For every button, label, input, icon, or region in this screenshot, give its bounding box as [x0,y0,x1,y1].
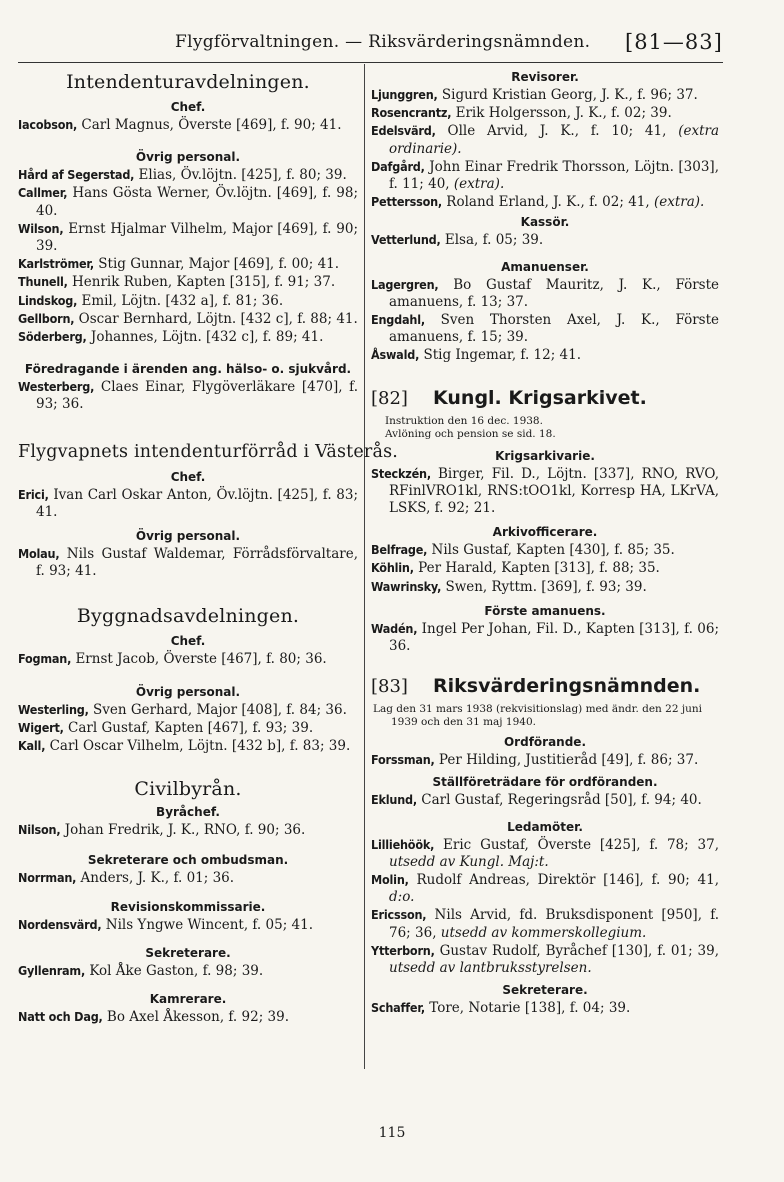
person-details: Oscar Bernhard, Löjtn. [432 c], f. 88; 41. [74,310,358,327]
page-number: 115 [378,1125,406,1141]
person-entry [371,751,719,769]
person-details: Ingel Per Johan, Fil. D., Kapten [313], f. 06; 36. [389,620,719,655]
person-name: Thunell, [18,274,68,290]
person-entry [18,650,358,668]
person-entry [18,166,358,184]
subhead-revisionskommissarie: Revisionskommissarie. [110,899,266,914]
person-name: Hård af Segerstad, [18,167,135,183]
subhead-stallforetradare: Ställföreträdare för ordföranden. [432,775,658,790]
person-entry [18,116,358,134]
person-details: Sigurd Kristian Georg, J. K., f. 96; 37. [437,87,698,103]
person-name: Kall, [18,738,46,754]
person-entry [18,310,358,328]
person-name: Molau, [18,546,60,562]
person-name: Schaffer, [371,1000,425,1016]
list-chef [18,650,358,668]
subhead-byrachef: Byråchef. [156,805,220,820]
person-note: utsedd av lantbruksstyrelsen. [389,960,592,977]
list-forste-amanuens [371,620,719,655]
person-details: Olle Arvid, J. K., f. 10; 41, [435,123,679,140]
person-note: (extra ordinarie). [389,123,719,157]
person-entry [18,292,358,310]
subhead-kamrerare: Kamrerare. [149,992,227,1007]
law-note: Lag den 31 mars 1938 (rekvisitionslag) med ändr. den 22 juni 1939 och den 31 maj 1940. [373,703,702,729]
subhead-ovrig: Övrig personal. [135,150,241,165]
person-details: Nils Arvid, fd. Bruksdisponent [950], f. 76; 36, [389,907,719,941]
subhead-ordforande: Ordförande. [503,735,587,750]
person-details: Carl Oscar Vilhelm, Löjtn. [432 b], f. 83; 39. [45,738,351,755]
person-name: Gellborn, [18,310,75,326]
section-krigsarkivet [371,387,719,656]
person-entry [18,378,358,413]
person-entry [371,276,719,311]
person-details: Kol Åke Gaston, f. 98; 39. [85,962,264,979]
list-revisorer [371,86,719,211]
person-note: d:o. [389,889,415,906]
person-name: Gyllenram, [18,962,86,978]
subhead-arkivofficerare: Arkivofficerare. [492,525,598,540]
person-entry [18,184,358,219]
person-name: Fogman, [18,651,72,667]
section-title: Intendenturavdelningen. [66,71,310,93]
person-details: Carl Gustaf, Regeringsråd [50], f. 94; 40. [416,792,702,809]
person-details: Roland Erland, J. K., f. 02; 41, [442,194,654,211]
person-name: Molin, [371,872,409,888]
running-title: Flygförvaltningen. — Riksvärderingsnämnden. [175,32,591,52]
page-header [0,30,784,60]
person-entry [371,620,719,655]
person-details: Per Hilding, Justitieråd [49], f. 86; 37. [434,752,699,769]
person-name: Iacobson, [18,117,78,132]
instruction-note: Instruktion den 16 dec. 1938. [385,414,543,427]
person-details: Claes Einar, Flygöverläkare [470], f. 93; 36. [36,379,358,413]
person-entry [371,158,719,193]
person-details: Carl Gustaf, Kapten [467], f. 93; 39. [63,719,314,736]
person-name: Pettersson, [371,194,442,210]
subhead-krigsarkivarie: Krigsarkivarie. [495,448,595,463]
person-name: Norrman, [18,870,77,886]
section-title: Civilbyrån. [134,778,242,801]
person-entry [371,231,719,249]
person-name: Dafgård, [371,158,425,174]
person-name: Karlströmer, [18,256,94,272]
list-stallforetradare [371,791,719,809]
person-entry [18,916,358,934]
subhead-revisorer: Revisorer. [511,70,579,84]
person-entry [371,86,719,104]
person-entry [371,578,719,596]
person-name: Rosencrantz, [371,105,452,121]
person-details: Gustav Rudolf, Byråchef [130], f. 01; 39, [434,942,719,959]
person-entry [18,962,358,980]
person-entry [371,559,719,577]
person-entry [18,255,358,273]
person-entry [371,906,719,941]
person-name: Ljunggren, [371,87,438,102]
subhead-foredragande: Föredragande i ärenden ang. hälso- o. sjukvård. [24,362,352,377]
person-name: Wigert, [18,719,64,735]
person-note: (extra). [453,176,505,193]
person-details: Johannes, Löjtn. [432 c], f. 89; 41. [86,329,324,346]
person-details: John Einar Fredrik Thorsson, Löjtn. [303], f. 11; 40, [389,158,719,193]
person-entry [371,871,719,906]
list-sekreterare [371,999,719,1017]
subhead-sekreterare: Sekreterare. [145,945,231,960]
person-note: (extra). [653,194,705,211]
person-entry [371,999,719,1017]
person-details: Elias, Öv.löjtn. [425], f. 80; 39. [134,167,347,184]
section-range: [81—83] [625,30,723,54]
section-riksvarderingsnamnden [371,675,719,1017]
person-entry [371,541,719,559]
list-krigsarkivarie [371,465,719,518]
person-details: Birger, Fil. D., Löjtn. [337], RNO, RVO, RFinlVRO1kl, RNS:tOO1kl, Korresp HA, LKrVA, LSKS, f. 92; 21. [389,465,719,517]
person-name: Westerberg, [18,379,95,395]
subhead-sekreterare: Sekreterare. [502,983,588,998]
person-entry [371,465,719,518]
person-details: Bo Axel Åkesson, f. 92; 39. [102,1009,289,1026]
person-entry [371,311,719,346]
person-name: Forssman, [371,752,435,768]
list-revisionskommissarie [18,916,358,934]
list-chef [18,116,358,134]
list-ordforande [371,751,719,769]
person-details: Bo Gustaf Mauritz, J. K., Förste amanuens, f. 13; 37. [389,276,719,310]
subhead-chef: Chef. [170,469,206,484]
subhead-forste-amanuens: Förste amanuens. [484,603,606,618]
person-name: Lilliehöök, [371,836,435,852]
person-note: utsedd av kommerskollegium. [440,924,647,941]
person-name: Ericsson, [371,907,427,923]
person-name: Callmer, [18,185,68,201]
list-foredragande [18,378,358,413]
person-entry [18,545,358,580]
person-details: Carl Magnus, Överste [469], f. 90; 41. [77,117,342,133]
person-name: Wawrinsky, [371,578,442,594]
person-note: utsedd av Kungl. Maj:t. [389,853,549,870]
person-details: Sven Thorsten Axel, J. K., Förste amanuens, f. 15; 39. [389,312,719,346]
person-entry [371,122,719,157]
list-sekreterare [18,962,358,980]
person-entry [18,869,358,887]
person-entry [18,701,358,719]
subhead-ovrig: Övrig personal. [135,684,241,699]
list-ovrig [18,701,358,756]
section-heading [371,387,719,409]
person-details: Anders, J. K., f. 01; 36. [76,870,235,887]
person-name: Steckzén, [371,465,431,481]
person-details: Nils Yngwe Wincent, f. 05; 41. [101,916,313,933]
list-ovrig [18,166,358,346]
person-name: Köhlin, [371,560,414,576]
subhead-ledamoter: Ledamöter. [507,819,583,834]
list-arkivofficerare [371,541,719,596]
person-entry [371,942,719,977]
list-kassor [371,231,719,249]
person-entry [18,220,358,255]
subhead-kassor: Kassör. [520,215,570,230]
section-title: Byggnadsavdelningen. [76,605,300,628]
person-details: Stig Ingemar, f. 12; 41. [419,347,582,364]
person-details: Hans Gösta Werner, Öv.löjtn. [469], f. 98; 40. [36,185,358,219]
person-entry [18,1008,358,1026]
list-chef [18,486,358,521]
person-details: Rudolf Andreas, Direktör [146], f. 90; 41, [408,872,719,889]
person-details: Sven Gerhard, Major [408], f. 84; 36. [88,701,347,718]
list-ovrig [18,545,358,580]
person-name: Lagergren, [371,276,439,292]
section-civilbyran [18,777,358,1026]
person-entry [371,791,719,809]
section-byggnad [18,604,358,755]
person-name: Erici, [18,486,49,502]
person-name: Edelsvärd, [371,123,436,139]
salary-note: Avlöning och pension se sid. 18. [385,427,556,440]
person-name: Nilson, [18,822,61,838]
person-details: Swen, Ryttm. [369], f. 93; 39. [441,578,647,595]
section-title: Riksvärderingsnämnden. [433,675,701,698]
person-details: Elsa, f. 05; 39. [440,232,544,249]
column-divider [364,64,365,1069]
person-details: Eric Gustaf, Överste [425], f. 78; 37, [434,836,719,853]
subhead-ovrig: Övrig personal. [135,529,241,544]
person-entry [18,719,358,737]
subhead-sekreterare-ombudsman: Sekreterare och ombudsman. [87,853,289,868]
section-title: Kungl. Krigsarkivet. [433,386,647,409]
person-name: Lindskog, [18,292,78,308]
person-details: Stig Gunnar, Major [469], f. 00; 41. [93,256,340,273]
section-heading [371,675,719,697]
person-name: Ytterborn, [371,942,435,958]
person-details: Nils Gustaf, Kapten [430], f. 85; 35. [427,542,675,559]
person-name: Wilson, [18,220,64,236]
list-byrachef [18,821,358,839]
person-name: Söderberg, [18,329,87,345]
person-name: Wadén, [371,620,418,636]
person-name: Natt och Dag, [18,1009,103,1025]
person-details: Emil, Löjtn. [432 a], f. 81; 36. [77,292,284,309]
person-entry [18,328,358,346]
header-rule [18,62,723,63]
section-number: [83] [371,676,408,698]
person-name: Westerling, [18,701,89,717]
list-ledamoter [371,836,719,978]
person-entry [18,486,358,521]
person-details: Tore, Notarie [138], f. 04; 39. [424,1000,631,1017]
person-details: Johan Fredrik, J. K., RNO, f. 90; 36. [60,822,306,839]
person-details: Ivan Carl Oskar Anton, Öv.löjtn. [425], f. 83; 41. [36,486,358,520]
list-amanuenser [371,276,719,365]
subhead-amanuenser: Amanuenser. [501,259,589,274]
person-details: Nils Gustaf Waldemar, Förrådsförvaltare, f. 93; 41. [36,546,358,580]
person-details: Ernst Jacob, Överste [467], f. 80; 36. [71,651,327,668]
person-details: Ernst Hjalmar Vilhelm, Major [469], f. 90; 39. [36,220,358,255]
person-entry [18,821,358,839]
person-entry [18,273,358,291]
person-entry [371,193,719,211]
section-title: Flygvapnets intendenturförråd i Västerås. [18,441,399,462]
person-entry [371,346,719,364]
person-name: Åswald, [371,347,420,363]
person-details: Erik Holgersson, J. K., f. 02; 39. [451,105,672,122]
section-number: [82] [371,387,408,409]
person-entry [371,836,719,871]
person-name: Nordensvärd, [18,916,102,932]
person-entry [18,737,358,755]
person-name: Eklund, [371,792,417,808]
person-name: Belfrage, [371,542,428,558]
list-sekreterare-ombudsman [18,869,358,887]
person-details: Henrik Ruben, Kapten [315], f. 91; 37. [67,274,336,291]
person-details: Per Harald, Kapten [313], f. 88; 35. [413,560,660,577]
subhead-chef: Chef. [170,100,206,114]
section-intendentur [18,70,358,414]
person-name: Engdahl, [371,312,425,328]
subhead-chef: Chef. [170,634,206,649]
person-name: Vetterlund, [371,232,441,248]
person-entry [371,104,719,122]
list-kamrerare [18,1008,358,1026]
right-column [371,64,719,1018]
